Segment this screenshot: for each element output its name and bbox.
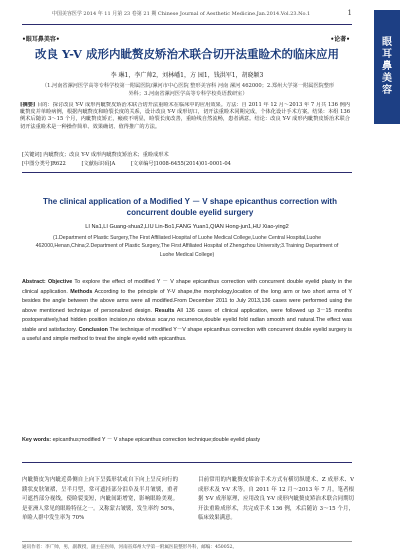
divider bbox=[22, 462, 352, 463]
side-tab-char: 容 bbox=[382, 85, 392, 96]
chinese-abstract bbox=[20, 102, 350, 142]
divider bbox=[22, 172, 352, 173]
journal-header-line: 中国美容医学 2014 年 11 月第 23 卷第 21 期 Chinese Journal of Aesthetic Medicine.Jan.2014.Vol.23.No.1 bbox=[51, 11, 311, 17]
results-label: Results bbox=[154, 307, 175, 314]
abstract-label: Abstract: bbox=[22, 279, 46, 285]
english-abstract bbox=[22, 278, 352, 345]
section-tag: •眼耳鼻美容• bbox=[22, 36, 60, 43]
abstract-label: [摘要] bbox=[20, 102, 36, 108]
methods-text: According to the principle of Y-V shape,the morphology,location of the long arm or two short arms of Y besides the angle between the above arms were all modified.From December 2011 to July 2013,136 cases were performed using the above mentioned technique of personalized design. bbox=[22, 288, 353, 314]
article-type-tag: •论著• bbox=[330, 36, 350, 43]
conclusion-label: Conclusion bbox=[78, 326, 108, 333]
classification-codes bbox=[22, 160, 352, 167]
abstract-text: 目的：探讨改良 Y-V 成形内眦赘皮矫治术联合切开法重睑术在临床中的应用效果。方法：自 2011 年 12 月～2013 年 7 月共 136 例内眦赘皮并单睑病例，根据内眦赘皮和睑裂长度的关系，设计改良 Y-V 成形切口，切开法重睑术同期完成，个体化设计手术方案。结果：本组 136 例术后随访 3～15 个月，内眦赘皮矫正，瘢痕不明显，睑裂长度改善，重睑线自然流畅，患者满意。结论：改良 Y-V 成形内眦赘皮矫治术联合切开法重睑术是一种操作简单、效果确切、值得推广的方法。 bbox=[20, 102, 350, 130]
results-text: All 136 cases of clinical application, were followed up 3－15 months postoperatively,had hidden position incision,no obvious scar,no recurrence,double eyelid fold radian smooth and natural.The effect was stable and satisfactory. bbox=[22, 307, 352, 333]
conclusion-text: The technique of modified Y－V shape epicanthus correction with concurrent double eyelid surgery is a useful and simple method to treat the single eyelid with epicanthus. bbox=[22, 326, 352, 342]
english-authors: LI Na1,LI Guang-shua2,LIU Lin-Bo1,FANG Yuan1,QIAN Hong-jun1,HU Xiao-ying2 bbox=[85, 224, 289, 230]
side-tab-char: 眼 bbox=[382, 37, 392, 48]
keywords-label: [关键词] bbox=[22, 152, 42, 158]
page-number: 1 bbox=[347, 9, 352, 17]
footnote: 通讯作者：李广帅，男，副教授，副主任医师，河南省郑州大学第一附属医院整形外科，邮编：450052。 bbox=[22, 541, 352, 550]
english-title: The clinical application of a Modified Y － V shape epicanthus correction with concurrent double eyelid surgery bbox=[43, 197, 337, 217]
side-tab-char: 耳 bbox=[382, 49, 392, 60]
body-column-left: 内眦赘皮为内眦近鼻侧自上向下呈弧形状或自下向上呈反向行的蹼状皮肤皱褶，呈半月型，常可遮挂部分泪阜及半月皱襞，重者可遮挡部分视线，使睑裂变短，内眦间距增宽，影响眼睑美观。是亚洲人常见的眼睑特征之一。又称蒙古皱襞，发生率约 50%，单睑人群中发生率为 70% bbox=[22, 477, 178, 522]
section-side-tab bbox=[374, 10, 400, 124]
clc-code: [中图分类号]R622 bbox=[22, 161, 66, 167]
methods-label: Methods bbox=[70, 288, 93, 295]
keywords-label: Key words: bbox=[22, 437, 52, 443]
document-code: [文献标识码]A bbox=[81, 161, 116, 167]
objective-text: To explore the effect of modified Y － V shape epicanthus correction with concurrent double eyelid plasty in the clinical application. bbox=[22, 279, 353, 295]
english-affiliation: (1.Department of Plastic Surgery,The First Affiliated Hospital of Luohe Medical College,Luohe Central Hospital,Luohe 462000,Henan,China;2.Department of Plastic Surgery,The First Affiliated Hospital of Zhengzhou University;3.Training Department of Luohe Medical College) bbox=[35, 235, 339, 258]
chinese-affiliation: （1.河南省漯河医学高等专科学校第一附属医院/漯河市中心医院 整形美容科 河南 漯河 462000；2.郑州大学第一附属医院整形外科；3.河南省漯河医学高等专科学校英语教研室） bbox=[41, 83, 335, 97]
chinese-title: 改良 Y-V 成形内眦赘皮矫治术联合切开法重睑术的临床应用 bbox=[35, 47, 339, 61]
keywords-text: epicanthus;modified Y － V shape epicanthus correction technique;double eyelid plasty bbox=[52, 437, 261, 443]
page-header bbox=[22, 8, 352, 25]
article-id: [文章编号]1008-6455(2014)01-0001-04 bbox=[130, 161, 231, 167]
chinese-keywords bbox=[22, 151, 352, 158]
side-tab-char: 美 bbox=[382, 73, 392, 84]
chinese-authors: 李 琳1，李广帅2，刘林嶓1，方 园1，钱洪军1，胡晓颖3 bbox=[110, 72, 264, 79]
body-column-right: 目前常用的内眦赘皮矫治手术方式有横切纵缝术、Z 成形术、V 成形术及 Y-V 术等。自 2011 年 12 月～2013 年 7 月，笔者根据 Y-V 成形原理，应用改良 Y-V 成形内眦赘皮矫治术联合同期切开法重睑成形术，共完成手术 136 例，术后随访 3～15 个月，临床效果满意。 bbox=[198, 477, 354, 522]
objective-label: Objective bbox=[47, 279, 73, 285]
keywords-text: 内眦赘皮；改良 Y-V 成形内眦赘皮矫治术；重睑成形术 bbox=[43, 152, 169, 158]
side-tab-char: 鼻 bbox=[382, 61, 392, 72]
english-keywords bbox=[22, 436, 352, 445]
